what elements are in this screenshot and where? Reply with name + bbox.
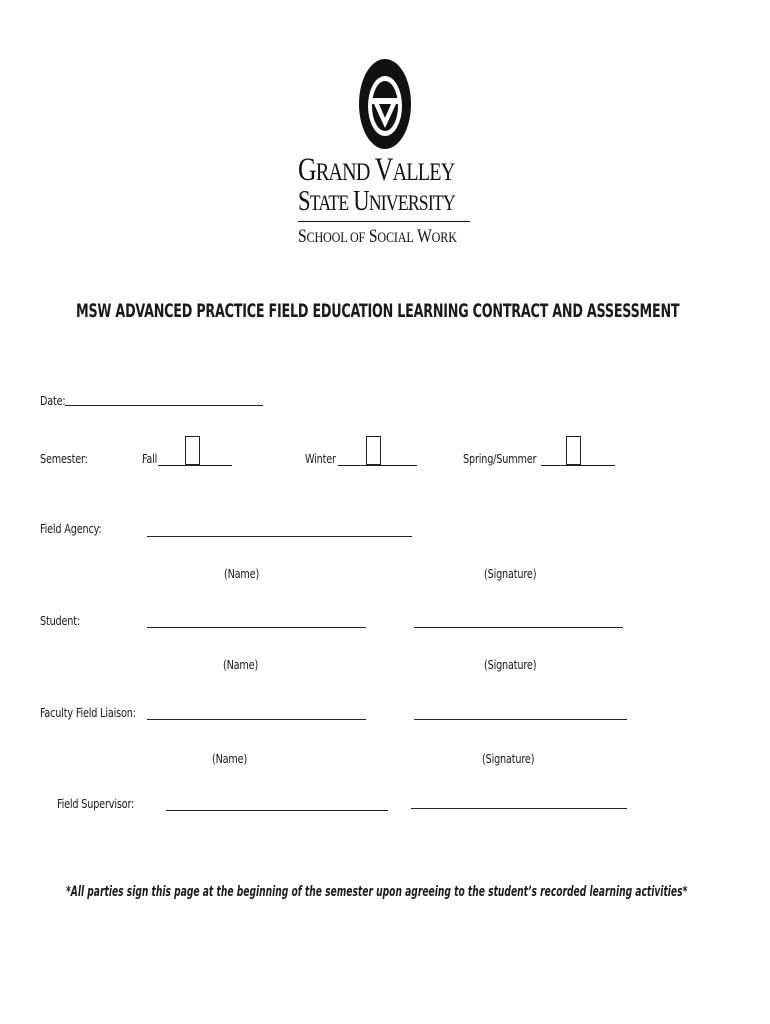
date-field[interactable]: [65, 405, 263, 406]
field-supervisor-label: Field Supervisor:: [57, 796, 135, 811]
faculty-liaison-name-field[interactable]: [147, 719, 366, 720]
signature-caption: (Signature): [482, 751, 535, 766]
semester-option-spring-summer-label: Spring/Summer: [463, 451, 537, 466]
faculty-liaison-label: Faculty Field Liaison:: [40, 705, 136, 720]
field-agency-label: Field Agency:: [40, 521, 102, 536]
name-caption: (Name): [224, 566, 260, 581]
semester-fall-checkbox[interactable]: [185, 436, 200, 465]
logo-line-1: GRAND VALLEY: [298, 152, 455, 188]
semester-label: Semester:: [40, 451, 88, 466]
student-signature-field[interactable]: [414, 627, 623, 628]
semester-spring-summer-line: [541, 465, 615, 466]
logo-line-3: SCHOOL OF SOCIAL WORK: [298, 226, 457, 247]
page-title: MSW ADVANCED PRACTICE FIELD EDUCATION LEARNING CONTRACT AND ASSESSMENT: [76, 300, 680, 322]
faculty-liaison-signature-field[interactable]: [414, 719, 627, 720]
field-agency-name-field[interactable]: [147, 536, 412, 537]
signature-caption: (Signature): [484, 566, 537, 581]
semester-option-fall-label: Fall: [142, 451, 158, 466]
signing-note: *All parties sign this page at the beginning of the semester upon agreeing to the student’s recorded learning activities*: [66, 884, 688, 900]
semester-winter-line: [338, 465, 417, 466]
gvsu-logo-mark-icon: [358, 58, 412, 150]
student-label: Student:: [40, 613, 80, 628]
field-supervisor-name-field[interactable]: [166, 810, 388, 811]
name-caption: (Name): [223, 657, 259, 672]
semester-fall-line: [158, 465, 232, 466]
date-label: Date:: [40, 393, 66, 408]
logo-divider: [298, 221, 470, 222]
logo-line-2: STATE UNIVERSITY: [298, 185, 455, 217]
semester-spring-summer-checkbox[interactable]: [566, 436, 581, 465]
semester-winter-checkbox[interactable]: [366, 436, 381, 465]
semester-option-winter-label: Winter: [305, 451, 336, 466]
field-supervisor-signature-field[interactable]: [411, 808, 627, 809]
signature-caption: (Signature): [484, 657, 537, 672]
name-caption: (Name): [212, 751, 248, 766]
student-name-field[interactable]: [147, 627, 366, 628]
